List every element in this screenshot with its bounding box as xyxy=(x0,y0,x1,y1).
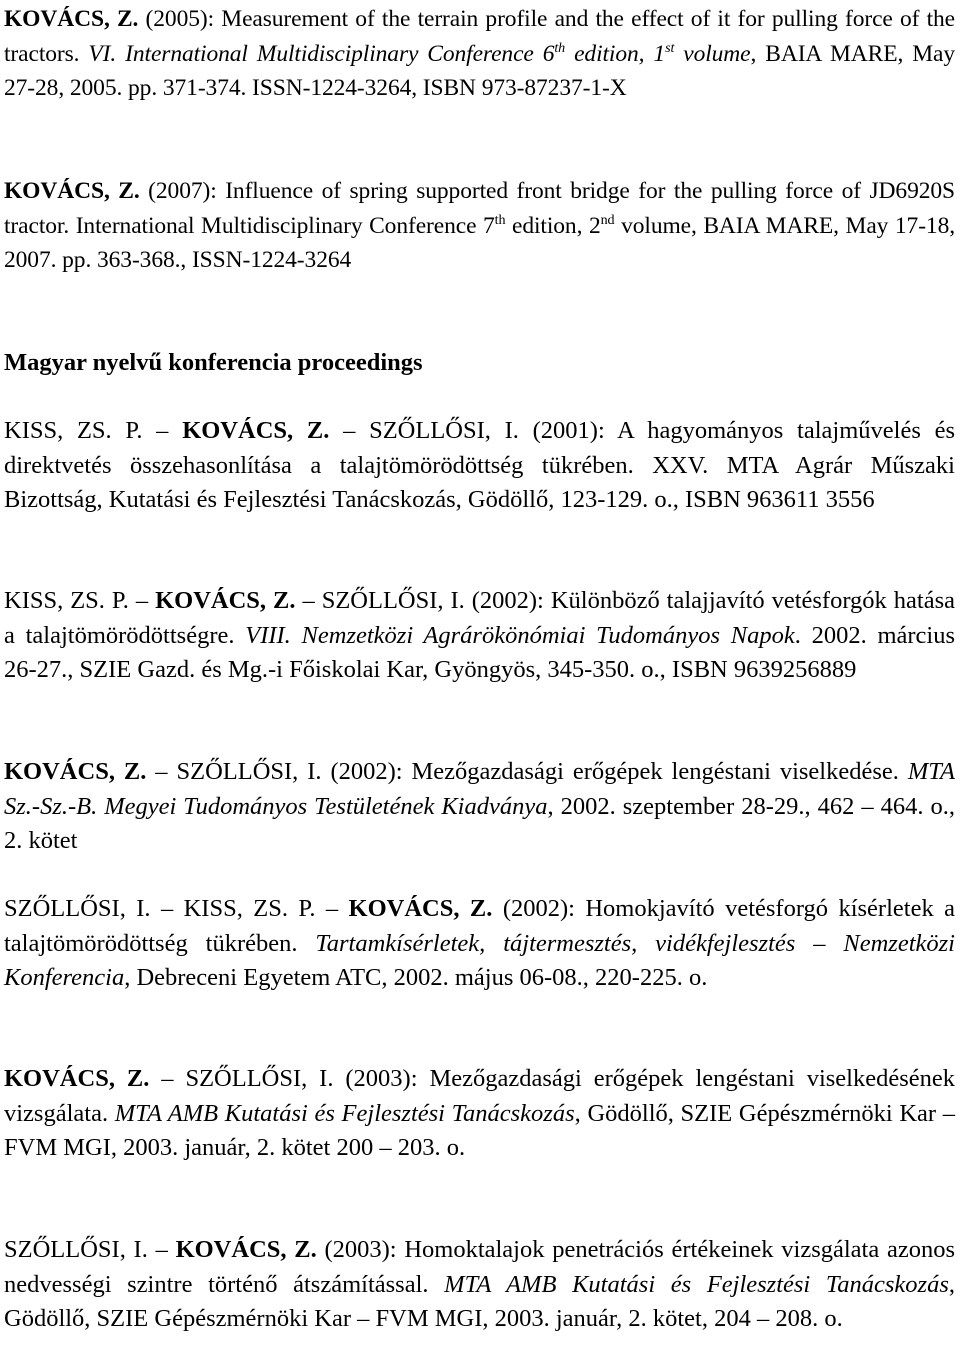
publication-title: VI. International Multidisciplinary Conference 6 xyxy=(88,40,555,67)
author-highlight: KOVÁCS, Z. xyxy=(4,178,140,204)
reference-text: – SZŐLLŐSI, I. (2002): Különböző talajjavító vetésforgók hatása a talajtömörödöttségre. xyxy=(4,587,955,649)
ordinal-suffix: th xyxy=(554,39,566,56)
reference-text: , Gödöllő, SZIE Gépészmérnöki Kar – FVM MGI, 2003. január, 2. kötet 200 – 203. o. xyxy=(4,1099,956,1161)
reference-entry xyxy=(4,2,955,106)
reference-text: (2002): Homokjavító vetésforgó kísérletek a talajtömörödöttség tükrében. xyxy=(4,895,955,957)
reference-text: . 2002. március 26-27., SZIE Gazd. és Mg.-i Főiskolai Kar, Gyöngyös, 345-350. o., ISBN 9639256889 xyxy=(4,621,956,683)
reference-text: (2007): Influence of spring supported front bridge for the pulling force of JD6920S tractor. International Multidisciplinary Conference 7 xyxy=(4,178,956,239)
reference-entry xyxy=(4,892,955,996)
reference-text: (2003): Homoktalajok penetrációs értékeinek vizsgálata azonos nedvességi szintre történő átszámítással. xyxy=(4,1236,955,1298)
reference-entry xyxy=(4,584,955,688)
reference-text: (2005): Measurement of the terrain profile and the effect of it for pulling force of the tractors. xyxy=(4,6,956,67)
reference-entry xyxy=(4,755,955,859)
author-highlight: KOVÁCS, Z. xyxy=(182,417,330,444)
reference-entry xyxy=(4,174,955,278)
ordinal-suffix: nd xyxy=(600,211,615,228)
reference-text: – SZŐLLŐSI, I. (2002): Mezőgazdasági erőgépek lengéstani viselkedése. xyxy=(146,758,908,785)
reference-text: , Gödöllő, SZIE Gépészmérnöki Kar – FVM MGI, 2003. január, 2. kötet, 204 – 208. o. xyxy=(4,1270,955,1332)
reference-text: SZŐLLŐSI, I. – KISS, ZS. P. – xyxy=(4,895,349,922)
reference-text: edition, 2 xyxy=(505,212,601,239)
reference-entry xyxy=(4,414,955,518)
publication-title: MTA AMB Kutatási és Fejlesztési Tanácskozás xyxy=(114,1099,575,1127)
publication-title: MTA AMB Kutatási és Fejlesztési Tanácskozás xyxy=(444,1270,949,1298)
author-highlight: KOVÁCS, Z. xyxy=(4,6,139,32)
reference-text: KISS, ZS. P. – xyxy=(4,587,156,614)
reference-text: , Debreceni Egyetem ATC, 2002. május 06-08., 220-225. o. xyxy=(124,964,708,991)
section-heading: Magyar nyelvű konferencia proceedings xyxy=(4,349,423,376)
author-highlight: KOVÁCS, Z. xyxy=(4,1065,150,1092)
reference-text: KISS, ZS. P. – xyxy=(4,417,183,444)
author-highlight: KOVÁCS, Z. xyxy=(348,895,493,922)
publication-title: MTA Sz.-Sz.-B. Megyei Tudományos Testületének Kiadványa xyxy=(4,758,955,820)
ordinal-suffix: th xyxy=(494,211,506,228)
reference-entry xyxy=(4,1233,955,1337)
reference-text: – SZŐLLŐSI, I. (2001): A hagyományos talajművelés és direktvetés összehasonlítása a talajtömörödöttség tükrében. XXV. MTA Agrár Műszaki Bizottság, Kutatási és Fejlesztési Tanácskozás, Gödöllő, 123-129. o., ISBN 963611 3556 xyxy=(4,417,956,513)
reference-text: SZŐLLŐSI, I. – xyxy=(4,1236,176,1263)
author-highlight: KOVÁCS, Z. xyxy=(4,758,147,785)
ordinal-suffix: st xyxy=(665,39,675,56)
reference-entry xyxy=(4,1062,955,1166)
author-highlight: KOVÁCS, Z. xyxy=(175,1236,317,1263)
publication-title: volume xyxy=(674,40,751,67)
publication-title: edition, 1 xyxy=(565,40,666,67)
reference-text: – SZŐLLŐSI, I. (2003): Mezőgazdasági erőgépek lengéstani viselkedésének vizsgálata. xyxy=(4,1065,955,1127)
reference-text: , 2002. szeptember 28-29., 462 – 464. o., 2. kötet xyxy=(4,792,955,854)
publication-title: Tartamkísérletek, tájtermesztés, vidékfejlesztés – Nemzetközi Konferencia xyxy=(4,929,955,991)
reference-text: volume, BAIA MARE, May 17-18, 2007. pp. 363-368., ISSN-1224-3264 xyxy=(4,212,956,273)
reference-text: , BAIA MARE, May 27-28, 2005. pp. 371-374. ISSN-1224-3264, ISBN 973-87237-1-X xyxy=(4,40,955,101)
author-highlight: KOVÁCS, Z. xyxy=(155,587,296,614)
publication-title: VIII. Nemzetközi Agrárökönómiai Tudományos Napok xyxy=(245,621,795,649)
